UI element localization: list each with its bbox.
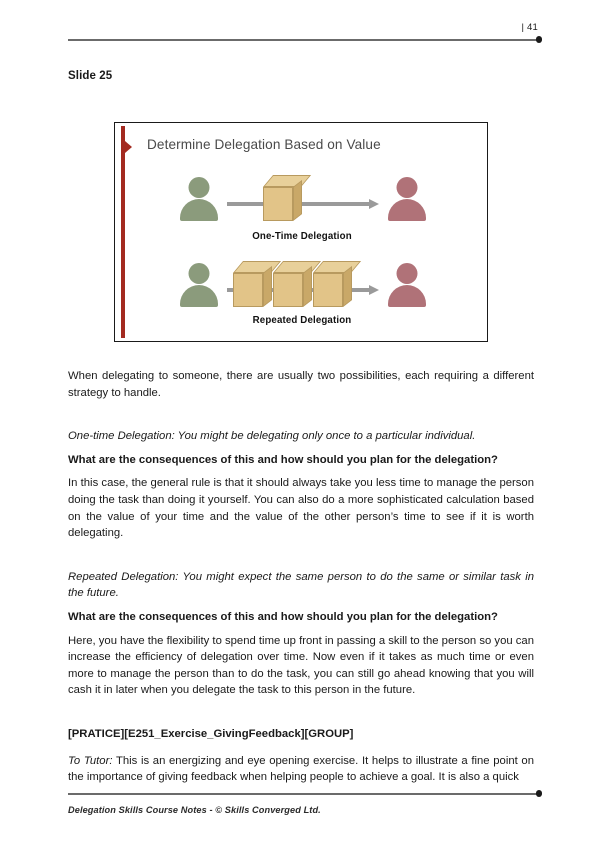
page-number: | 41 [521, 22, 538, 33]
cube-top-face [313, 261, 361, 273]
person-head [397, 263, 418, 284]
person-body [180, 199, 218, 221]
cube-side-face [343, 266, 352, 307]
caption-repeated: Repeated Delegation [252, 315, 352, 326]
spacer [68, 414, 534, 428]
cube-front-face [233, 273, 263, 307]
person-delegatee-icon [387, 177, 427, 223]
task-box-icon [263, 175, 311, 223]
footer-rule-dot [536, 790, 542, 796]
arrow-head [369, 199, 379, 209]
task-box-group-single [263, 175, 333, 225]
slide-label: Slide 25 [68, 70, 113, 82]
lead-one-time-delegation: One-time Delegation: You might be delegating only once to a particular individual. [68, 430, 476, 443]
paragraph-to-tutor [68, 753, 534, 786]
answer-repeated: Here, you have the flexibility to spend time up front in passing a skill to the person so you can increase the efficiency of delegation over time. Now even if it takes as much time or even more to manage the person than to do the task, you can still go ahead knowing that you will cash it in later when you delegate the task to this person in the future. [68, 634, 534, 697]
person-body [388, 199, 426, 221]
person-head [397, 177, 418, 198]
question-one-time: What are the consequences of this and how should you plan for the delegation? [68, 453, 498, 466]
header-rule-line [68, 39, 540, 41]
page-header [68, 22, 540, 44]
cube-side-face [263, 266, 272, 307]
cube-front-face [313, 273, 343, 307]
cube-side-face [293, 180, 302, 221]
footer-rule [68, 790, 540, 798]
person-delegatee-icon [387, 263, 427, 309]
answer-one-time: In this case, the general rule is that it should always take you less time to manage the person doing the task than doing it yourself. You can also do a more sophisticated calculation based on the value of your time and the value of the other person’s time to see if it is worth delegating. [68, 477, 534, 540]
task-box-icon [313, 261, 361, 309]
person-body [388, 285, 426, 307]
lead-repeated-delegation: Repeated Delegation: You might expect the same person to do the same or similar task in the future. [68, 570, 534, 600]
caption-one-time: One-Time Delegation [252, 231, 352, 242]
slide-title: Determine Delegation Based on Value [147, 137, 381, 152]
cube-side-face [303, 266, 312, 307]
person-head [189, 263, 210, 284]
person-delegator-icon [179, 263, 219, 309]
spacer [68, 555, 534, 569]
document-body [68, 368, 534, 786]
header-rule [68, 36, 540, 44]
slide-image [114, 122, 488, 342]
practice-exercise-tag: [PRATICE][E251_Exercise_GivingFeedback][GROUP] [68, 727, 354, 740]
task-box-group-repeated [233, 261, 365, 311]
page-footer [68, 790, 540, 815]
spacer [68, 712, 534, 726]
footer-text: Delegation Skills Course Notes - © Skills Converged Ltd. [68, 805, 321, 815]
slide-accent-arrow-icon [125, 141, 132, 153]
cube-front-face [273, 273, 303, 307]
paragraph-intro: When delegating to someone, there are usually two possibilities, each requiring a different strategy to handle. [68, 370, 534, 399]
header-rule-dot [536, 36, 542, 42]
arrow-head [369, 285, 379, 295]
footer-rule-line [68, 793, 540, 795]
person-delegator-icon [179, 177, 219, 223]
cube-front-face [263, 187, 293, 221]
to-tutor-label: To Tutor: [68, 754, 113, 767]
person-body [180, 285, 218, 307]
person-head [189, 177, 210, 198]
to-tutor-text: This is an energizing and eye opening exercise. It helps to illustrate a fine point on the importance of giving feedback when helping people to achieve a goal. It is also a quick [68, 754, 534, 784]
question-repeated: What are the consequences of this and how should you plan for the delegation? [68, 610, 498, 623]
cube-top-face [263, 175, 311, 187]
